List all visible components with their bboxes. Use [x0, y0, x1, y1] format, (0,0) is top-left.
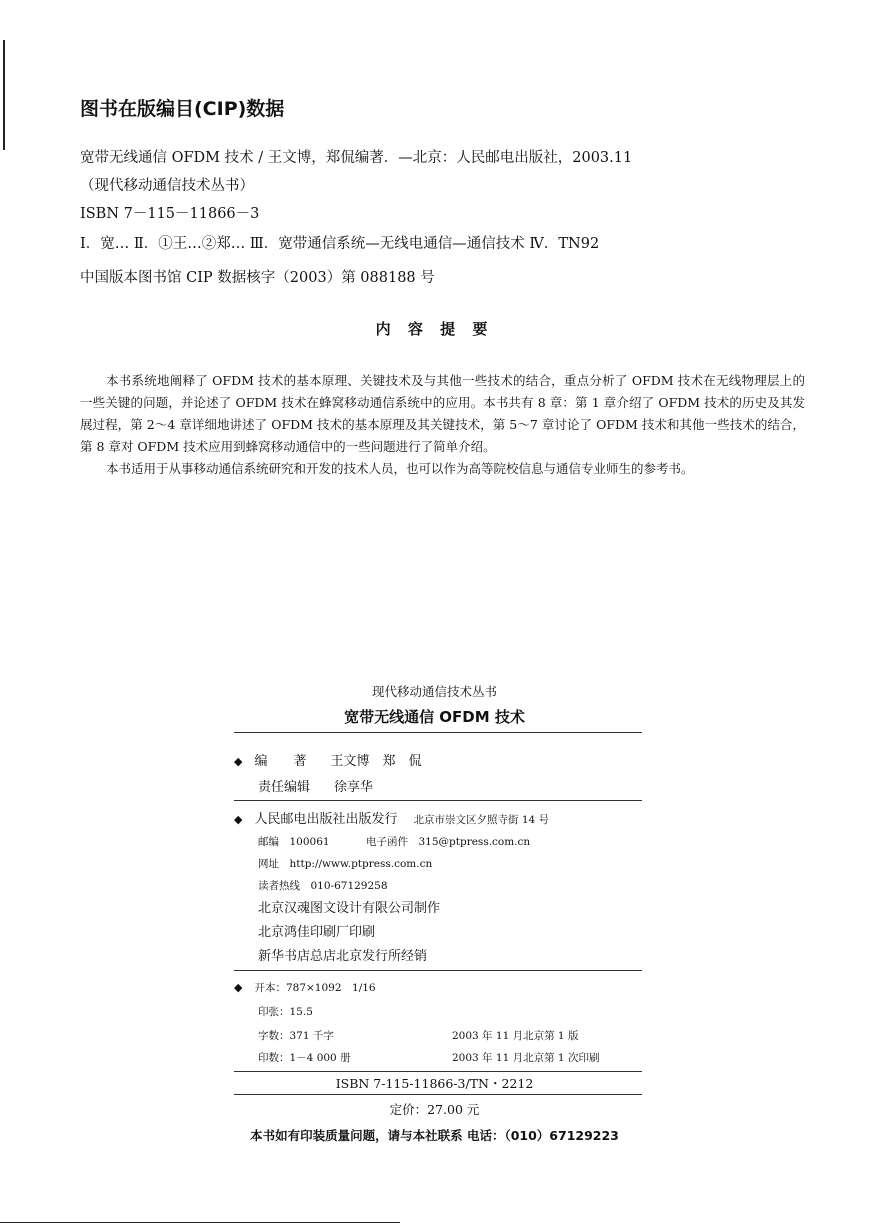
book-title: 宽带无线通信 OFDM 技术 [344, 708, 525, 726]
isbn-code: ISBN 7-115-11866-3/TN・2212 [335, 1076, 534, 1091]
summary-paragraph: 本书系统地阐释了 OFDM 技术的基本原理、关键技术及与其他一些技术的结合，重点分析了 OFDM 技术在无线物理层上的一些关键的问题，并论述了 OFDM 技术在蜂窝移动通信系统中的应用。本书共有 8 章：第 1 章介绍了 OFDM 技术的历史及其发展过程，第 2～4 章详细地讲述了 OFDM 技术的基本原理及其关键技术，第 5～7 章讨论了 OFDM 技术和其他一些技术的结合，第 8 章对 OFDM 技术应用到蜂窝移动通信中的一些问题进行了简单介绍。 [80, 373, 805, 454]
printing: 2003 年 11 月北京第 1 次印刷 [452, 1052, 600, 1064]
divider [234, 970, 642, 971]
divider [234, 800, 642, 801]
cip-line-subjects: Ⅰ．宽… Ⅱ．①王…②郑… Ⅲ．宽带通信系统—无线电通信—通信技术 Ⅳ．TN92 [80, 236, 600, 252]
summary-body [80, 370, 805, 480]
cip-line-series: （现代移动通信技术丛书） [80, 178, 254, 194]
edition: 2003 年 11 月北京第 1 版 [452, 1030, 579, 1042]
editor-value: 徐享华 [334, 780, 374, 795]
cip-heading: 图书在版编目(CIP)数据 [80, 98, 285, 120]
cip-line-bibliographic: 宽带无线通信 OFDM 技术 / 王文博，郑侃编著．—北京：人民邮电出版社，2003.11 [80, 150, 633, 166]
printer: 北京鸿佳印刷厂印刷 [258, 925, 376, 940]
publisher-address: 北京市崇文区夕照寺街 14 号 [413, 814, 550, 826]
quality-notice: 本书如有印装质量问题，请与本社联系 电话：（010）67129223 [250, 1128, 619, 1143]
divider [234, 1071, 642, 1072]
series-name: 现代移动通信技术丛书 [371, 684, 497, 699]
typesetter: 北京汉魂图文设计有限公司制作 [258, 901, 441, 916]
reader-hotline: 读者热线 010-67129258 [258, 880, 388, 892]
print-sheets: 印张：15.5 [258, 1006, 313, 1018]
editor-row [258, 776, 373, 795]
website: 网址 http://www.ptpress.com.cn [258, 858, 433, 870]
divider [234, 1094, 642, 1095]
cip-line-record-number: 中国版本图书馆 CIP 数据核字（2003）第 088188 号 [80, 270, 435, 286]
divider [234, 732, 642, 733]
publisher-row [234, 808, 549, 827]
editor-label: 责任编辑 [258, 780, 311, 795]
bullet-icon: ◆ [234, 755, 243, 768]
bullet-icon: ◆ [234, 981, 243, 994]
book-format: 开本：787×1092 1/16 [254, 982, 376, 994]
scan-edge-mark [0, 1222, 400, 1223]
summary-heading: 内 容 提 要 [375, 320, 494, 338]
publisher: 人民邮电出版社出版发行 [254, 812, 398, 827]
postcode: 邮编 100061 [258, 836, 330, 848]
cip-line-isbn: ISBN 7－115－11866－3 [80, 206, 260, 222]
word-count: 字数：371 千字 [258, 1030, 334, 1042]
bullet-icon: ◆ [234, 813, 243, 826]
summary-paragraph: 本书适用于从事移动通信系统研究和开发的技术人员，也可以作为高等院校信息与通信专业师生的参考书。 [106, 461, 694, 476]
scan-edge-mark [3, 40, 5, 150]
print-run: 印数：1－4 000 册 [258, 1052, 351, 1064]
distributor: 新华书店总店北京发行所经销 [258, 949, 428, 964]
email: 电子函件 315@ptpress.com.cn [366, 836, 531, 848]
author-value: 王文博 郑 侃 [330, 754, 422, 769]
format-row [234, 980, 376, 995]
author-label: 编 著 [254, 754, 307, 769]
author-row [234, 750, 422, 769]
price: 定价：27.00 元 [389, 1102, 480, 1117]
